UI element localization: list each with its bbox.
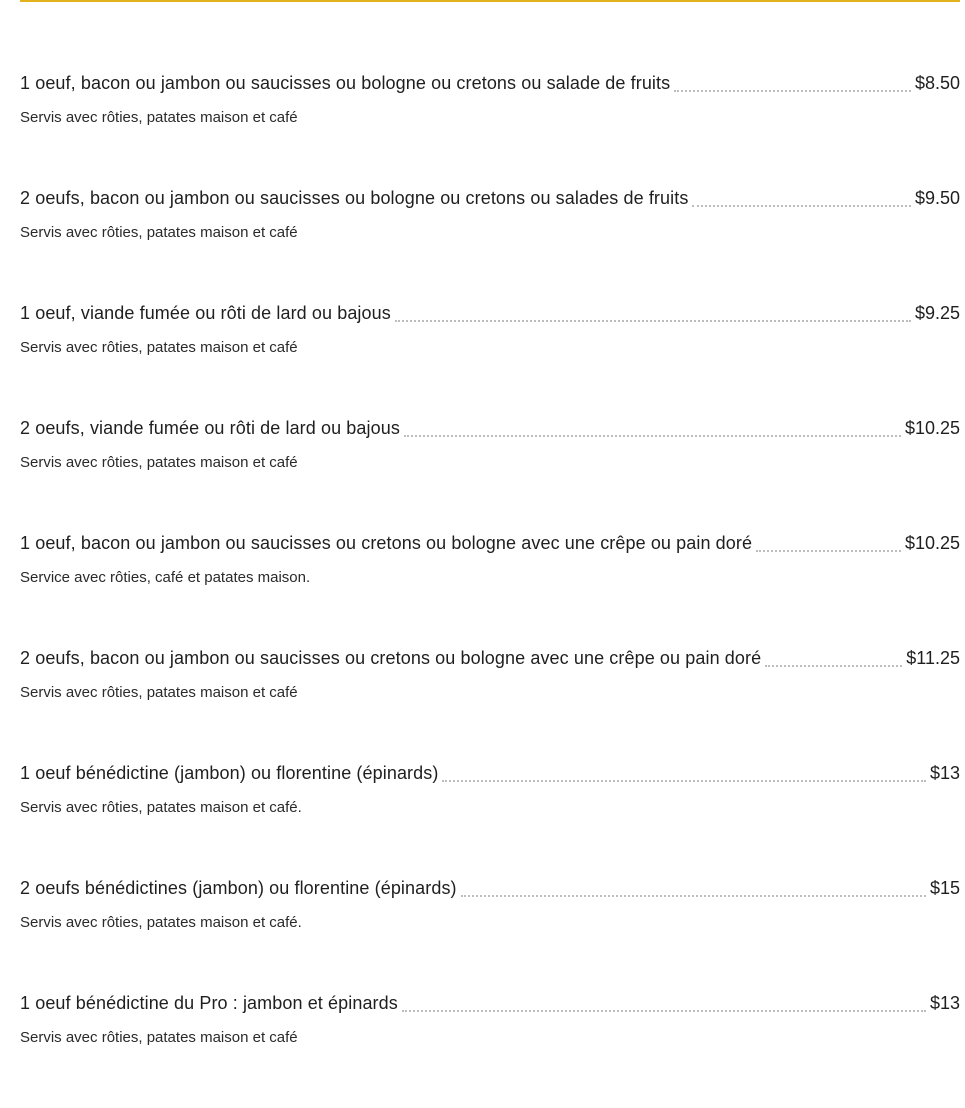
dotted-leader — [442, 780, 926, 782]
menu-item-row — [20, 73, 960, 97]
menu-item-name: 2 oeufs, bacon ou jambon ou saucisses ou cretons ou bologne avec une crêpe ou pain doré — [20, 648, 762, 668]
dotted-leader — [395, 320, 911, 322]
dotted-leader — [402, 1010, 926, 1012]
menu-item-description: Servis avec rôties, patates maison et café — [20, 454, 298, 471]
menu-item — [20, 533, 960, 648]
menu-item-price: $15 — [929, 878, 960, 898]
menu-item-price: $9.50 — [914, 188, 960, 208]
menu-item — [20, 303, 960, 418]
menu-item-description: Servis avec rôties, patates maison et café. — [20, 914, 302, 931]
menu-item-name: 2 oeufs bénédictines (jambon) ou florentine (épinards) — [20, 878, 457, 898]
menu-item-price: $9.25 — [914, 303, 960, 323]
menu-item-price: $13 — [929, 993, 960, 1013]
menu-item-row — [20, 418, 960, 442]
menu-item-description: Servis avec rôties, patates maison et café — [20, 224, 298, 241]
menu-item-row — [20, 648, 960, 672]
dotted-leader — [765, 665, 902, 667]
menu-item-row — [20, 533, 960, 557]
top-accent-rule — [20, 0, 960, 2]
menu-item-name: 1 oeuf, bacon ou jambon ou saucisses ou cretons ou bologne avec une crêpe ou pain doré — [20, 533, 753, 553]
menu-item-row — [20, 188, 960, 212]
menu-item-price: $13 — [929, 763, 960, 783]
menu-item-description: Servis avec rôties, patates maison et café — [20, 339, 298, 356]
menu-item-row — [20, 303, 960, 327]
dotted-leader — [674, 90, 911, 92]
menu-item — [20, 418, 960, 533]
menu-item-row — [20, 993, 960, 1017]
menu-item-name: 1 oeuf bénédictine (jambon) ou florentine (épinards) — [20, 763, 439, 783]
menu-item — [20, 763, 960, 878]
menu-item — [20, 648, 960, 763]
menu-item-name: 1 oeuf, viande fumée ou rôti de lard ou bajous — [20, 303, 391, 323]
menu-item-description: Servis avec rôties, patates maison et café — [20, 109, 298, 126]
breakfast-menu-list — [20, 73, 960, 1108]
menu-item-description: Servis avec rôties, patates maison et café — [20, 1029, 298, 1046]
dotted-leader — [692, 205, 911, 207]
menu-item-name: 2 oeufs, bacon ou jambon ou saucisses ou bologne ou cretons ou salades de fruits — [20, 188, 689, 208]
menu-item-price: $11.25 — [906, 648, 960, 668]
menu-item-name: 2 oeufs, viande fumée ou rôti de lard ou bajous — [20, 418, 400, 438]
menu-item-description: Service avec rôties, café et patates maison. — [20, 569, 311, 586]
menu-item-price: $8.50 — [914, 73, 960, 93]
menu-item-name: 1 oeuf, bacon ou jambon ou saucisses ou bologne ou cretons ou salade de fruits — [20, 73, 671, 93]
dotted-leader — [756, 550, 901, 552]
menu-item-description: Servis avec rôties, patates maison et café. — [20, 799, 302, 816]
dotted-leader — [461, 895, 926, 897]
dotted-leader — [404, 435, 901, 437]
menu-item-price: $10.25 — [904, 418, 960, 438]
menu-item — [20, 73, 960, 188]
menu-item — [20, 188, 960, 303]
menu-item-name: 1 oeuf bénédictine du Pro : jambon et épinards — [20, 993, 398, 1013]
menu-item-row — [20, 763, 960, 787]
menu-item-description: Servis avec rôties, patates maison et café — [20, 684, 298, 701]
menu-item-row — [20, 878, 960, 902]
menu-item-price: $10.25 — [904, 533, 960, 553]
menu-item — [20, 878, 960, 993]
menu-item — [20, 993, 960, 1108]
